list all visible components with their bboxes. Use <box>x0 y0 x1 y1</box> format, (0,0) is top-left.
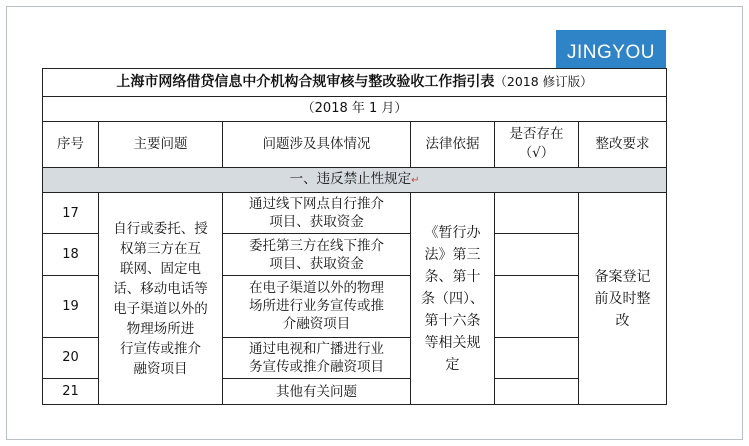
header-cell: 问题涉及具体情况 <box>223 121 411 168</box>
brand-watermark: JINGYOU <box>567 42 655 63</box>
rectification-cell: 备案登记 前及时整 改 <box>579 193 667 405</box>
exists-check-cell[interactable] <box>495 193 579 234</box>
table-row <box>43 193 667 234</box>
header-cell: 法律依据 <box>411 121 495 168</box>
header-cell: 是否存在 （√） <box>495 121 579 168</box>
title-row <box>43 69 667 97</box>
detail-cell: 其他有关问题 <box>223 379 411 405</box>
detail-cell: 委托第三方在线下推介 项目、获取资金 <box>223 234 411 275</box>
row-number: 18 <box>43 234 99 275</box>
exists-check-cell[interactable] <box>495 379 579 405</box>
guideline-table <box>42 68 667 405</box>
exists-check-cell[interactable] <box>495 234 579 275</box>
date-row <box>43 96 667 121</box>
exists-check-cell[interactable] <box>495 275 579 337</box>
header-row <box>43 121 667 168</box>
section-title-text: 一、违反禁止性规定 <box>289 171 412 188</box>
row-number: 19 <box>43 275 99 337</box>
exists-check-cell[interactable] <box>495 337 579 378</box>
table-date: （2018 年 1 月） <box>43 96 667 121</box>
paragraph-mark-icon: ↵ <box>411 175 420 187</box>
title-suffix: （2018 修订版） <box>494 74 593 90</box>
header-cell: 序号 <box>43 121 99 168</box>
legal-basis-cell: 《暂行办 法》第三 条、第十 条（四）、 第十六条 等相关规 定 <box>411 193 495 405</box>
detail-cell: 通过电视和广播进行业 务宣传或推介融资项目 <box>223 337 411 378</box>
row-number: 21 <box>43 379 99 405</box>
header-cell: 整改要求 <box>579 121 667 168</box>
detail-cell: 在电子渠道以外的物理 场所进行业务宣传或推 介融资项目 <box>223 275 411 337</box>
row-number: 20 <box>43 337 99 378</box>
title-text: 上海市网络借贷信息中介机构合规审核与整改验收工作指引表 <box>116 74 495 91</box>
detail-cell: 通过线下网点自行推介 项目、获取资金 <box>223 193 411 234</box>
section-title <box>43 168 667 193</box>
section-row <box>43 168 667 193</box>
row-number: 17 <box>43 193 99 234</box>
table-title <box>43 69 667 97</box>
header-cell: 主要问题 <box>99 121 223 168</box>
main-issue-cell: 自行或委托、授 权第三方在互 联网、固定电 话、移动电话等 电子渠道以外的 物理场所进 行宣传或推介 融资项目 <box>99 193 223 405</box>
